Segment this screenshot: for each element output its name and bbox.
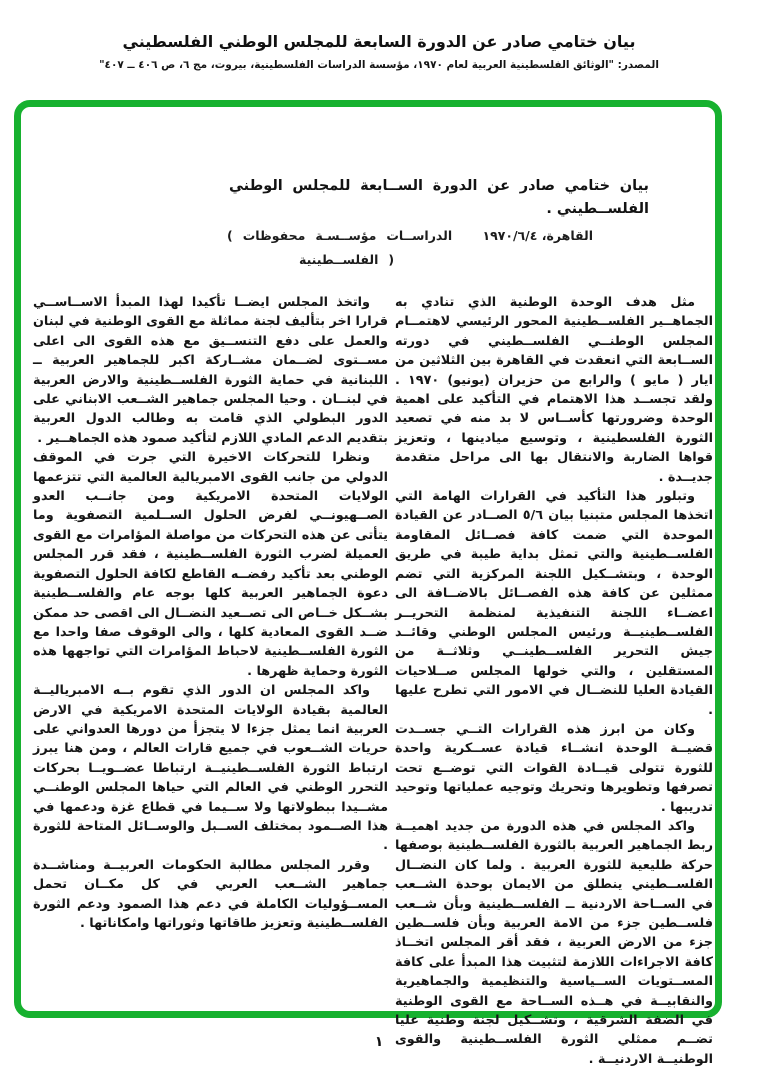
paragraph: واكد المجلس في هذه الدورة من جديد اهميــة ربط الجماهير العربية بالثورة الفلســطينية بوصفها حركة طليعية للثورة العربية . ولما كان النضــال الفلســطيني ينطلق من الايمان بوحدة الشــعب في الســاحة الاردنية ــ الفلســطينية وبأن شــعب فلســطين جزء من الامة العربية وبأن فلســطين جزء من الارض العربية ، فقد أقر المجلس اتخــاذ كافة الاجراءات اللازمة لتثبيت هذا المبدأ على كافة المســتويات الســياسية والتنظيمية والجماهيرية والنقابيــة في هــذه الســاحة مع القوى الوطنية في الضفة الشرقية ، وتشــكيل لجنة وطنية عليا تضــم ممثلي الثورة الفلســطينية والقوى الوطنيــة الاردنيــة .	[395, 818, 713, 1067]
archive-word: (	[227, 228, 233, 243]
page-number: ١	[374, 1034, 384, 1050]
document-title-line1: بيان ختامي صادر عن الدورة الســابعة للمجلس الوطني	[229, 178, 649, 194]
paragraph: واتخذ المجلس ايضــا تأكيدا لهذا المبدأ الاســاســي قرارا اخر بتأليف لجنة مماثلة مع القوى الوطنية في لبنان والعمل على دفع التنســيق مع هذه القوى الى اعلى مســتوى لضــمان مشــاركة اكبر للجماهير العربية ــ اللبنانية في حماية الثورة الفلســطينية والارض العربية في لبنــان . وحيا المجلس جماهير الشــعب الابناني على الدور البطولي الذي قامت به وطالب الدول العربية بتقديم الدعم المادي اللازم لتأكيد صمود هذه الجماهــير .	[33, 295, 388, 446]
dateline	[482, 228, 593, 243]
body-column-right	[395, 293, 713, 1069]
dateline-place: القاهرة،	[541, 228, 593, 243]
archive-word: )	[388, 252, 395, 267]
paragraph: وتبلور هذا التأكيد في القرارات الهامة التي اتخذها المجلس متبنيا بيان ٥/٦ الصــادر عن القيادة الموحدة التي ضمت كافة فصــائل المقاومة الفلســطينية والتي تمثل بداية طيبة في طريق الوحدة ، وبتشــكيل اللجنة المركزية التي تضم ممثلين عن كافة هذه الفصــائل بالاضــافة الى اعضــاء اللجنة التنفيذية لمنظمة التحريــر الفلســطينيــة ورئيس المجلس الوطني وقائــد جيش التحرير الفلســطينــي وثلاثــة من المستقلين ، والتي خولها المجلس صــلاحيات القيادة العليا للنضــال في الامور التي تطرح عليها .	[395, 489, 713, 718]
dateline-date: ١٩٧٠/٦/٤	[482, 228, 538, 243]
paragraph: واكد المجلس ان الدور الذي تقوم بــه الامبرياليــة العالمية بقيادة الولايات المتحدة الامريكية في الارض العربية انما يمثل جزءا لا يتجزأ من دورها العدواني على حريات الشــعوب في جميع قارات العالم ، ومن هنا يبرز ارتباط الثورة الفلســطينيــة ارتباطا عضــويــا بحركات التحرر الوطني في العالم التي حياها المجلس الوطنــي مشــيدا ببطولاتها ولا ســيما في قطاع غزة ودعمها في هذا الصــمود بمختلف الســبل والوســائل المتاحة للثورة .	[33, 683, 388, 854]
paragraph: مثل هدف الوحدة الوطنية الذي تنادي به الجماهــير الفلســطينية المحور الرئيسي لاهتمــام المجلس الوطنــي الفلســطيني في دورته الســابعة التي انعقدت في القاهرة بين الثلاثين من ايار ( مايو ) والرابع من حزيران (يونيو) ١٩٧٠ . ولقد تجســد هذا الاهتمام في التأكيد على اهمية الوحدة وضرورتها كأســاس لا بد منه في تصعيد الثورة الفلسطينية ، وتوسيع ميادينها ، وتعزيز قواها الضاربة والانتقال بها الى مراحل متقدمة جديــدة .	[395, 295, 713, 485]
page-header	[0, 32, 758, 71]
document-title-line2: الفلســطيني .	[546, 201, 649, 217]
document-body	[21, 107, 715, 1067]
archive-note-line2	[299, 252, 394, 267]
archive-word: محفوظات	[242, 228, 306, 243]
source-line: المصدر: "الوثائق الفلسطينية العربية لعام ١٩٧٠، مؤسسة الدراسات الفلسطينية، بيروت، مج ٦، ص ٤٠٦ ــ ٤٠٧"	[99, 59, 659, 71]
paragraph: ونظرا للتحركات الاخيرة التي جرت في الموقف الدولي من جانب القوى الامبريالية العالمية التي تتزعمها الولايات المتحدة الامريكية ومن جانــب العدو الصــهيونــي لفرض الحلول الســلمية التصفوية وما يتأتى عن هذه التحركات من مواصلة المؤامرات مع القوى العميلة لضرب الثورة الفلســطينية ، فقد قرر المجلس الوطني بعد تأكيد رفضــه القاطع لكافة الحلول التصفوية دعوة الجماهير العربية كلها بوجه عام والفلســطينية بشــكل خــاص الى تصــعيد النضــال الى اقصى حد ممكن ضــد القوى المعادية كلها ، والى الوقوف صفا واحدا مع الثورة الفلســطينية لاحباط المؤامرات التي تواجهها هذه الثورة وحماية ظهرها .	[33, 450, 388, 679]
document-frame	[14, 100, 722, 1067]
archive-word: الدراســات	[386, 228, 453, 243]
paragraph: وكان من ابرز هذه القرارات التــي جســدت قضيــة الوحدة انشــاء قيادة عســكرية واحدة للثورة تتولى قيــادة القوات التي توضــع تحت تصرفها وتطويرها وتحريك وتوجيه عملياتها وتوحيد تدريبها .	[395, 721, 713, 815]
paragraph: وقرر المجلس مطالبة الحكومات العربيــة ومناشــدة جماهير الشــعب العربي في كل مكــان تحمل المســؤوليات الكاملة في دعم هذا الصمود ودعم الثورة الفلســطينية وتعزيز طاقاتها وثوراتها وامكاناتها .	[33, 857, 388, 931]
page-title: بيان ختامي صادر عن الدورة السابعة للمجلس الوطني الفلسطيني	[122, 32, 636, 51]
archive-word: الفلســطينية	[299, 252, 379, 267]
body-column-left	[33, 293, 388, 933]
archive-word: مؤســسـة	[315, 228, 377, 243]
archive-note-line1	[227, 228, 452, 243]
